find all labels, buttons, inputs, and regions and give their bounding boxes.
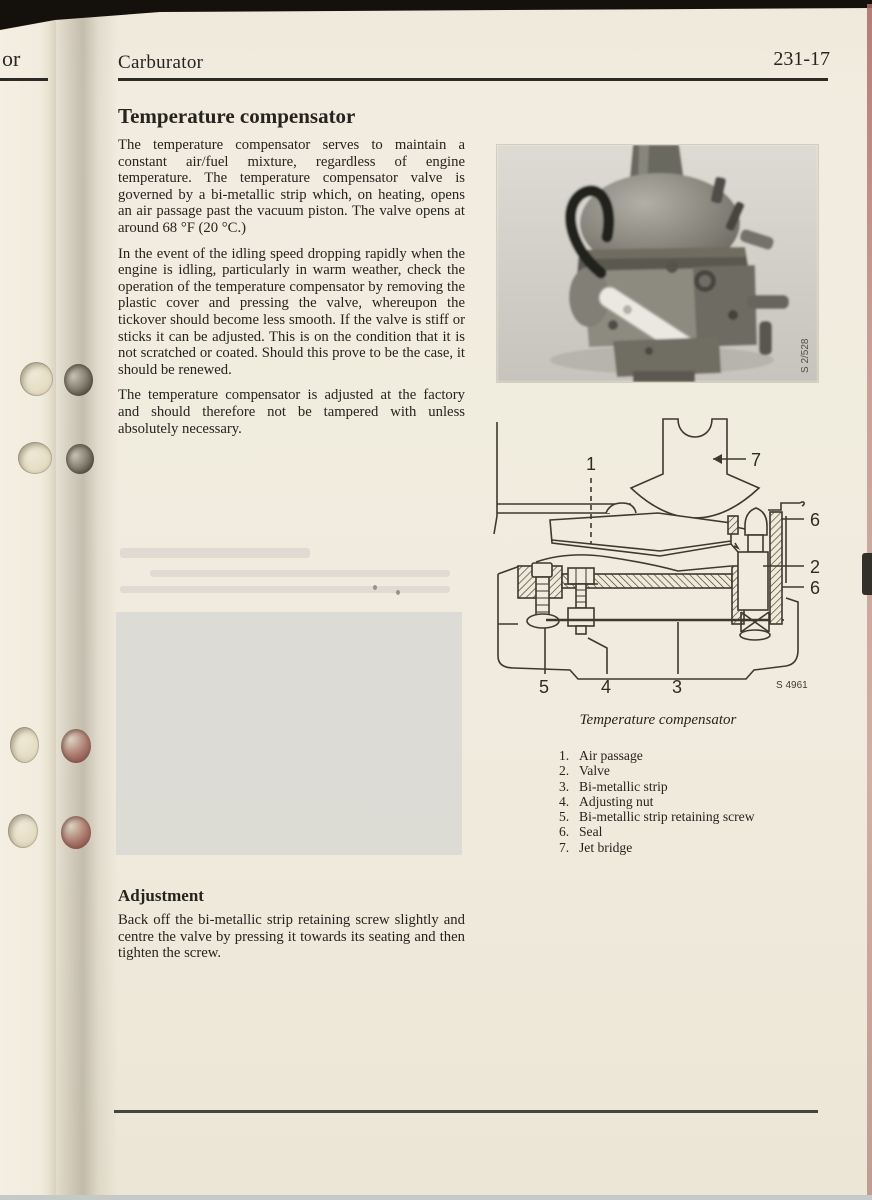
callout-air-passage: 1: [586, 454, 597, 474]
legend-item: [559, 794, 755, 809]
punch-hole: [64, 364, 93, 396]
punch-hole: [18, 442, 52, 474]
legend-label: Valve: [579, 763, 610, 779]
legend-number: 1.: [559, 748, 570, 763]
legend-number: 6.: [559, 824, 570, 840]
callout-valve: 2: [810, 557, 821, 577]
paragraph: In the event of the idling speed dropping rapidly when the engine is idling, particularly in warm weather, check the operation of the temperature compensator by removing the plastic cover and pressing the valve, whereupon the tickover should become less smooth. If the valve is stiff or sticks it can be adjusted. This is on the condition that it is not scratched or coated. Should this prove to be the case, it should be renewed.: [118, 245, 465, 378]
legend-item: [559, 763, 755, 778]
callout-jet-bridge: 7: [751, 450, 762, 470]
adjustment-heading: Adjustment: [118, 886, 204, 905]
photo-reference-code: S 2/528: [800, 338, 811, 373]
header-rule: [118, 78, 828, 81]
legend-item: [559, 840, 755, 855]
legend-label: Jet bridge: [579, 839, 633, 855]
scan-edge-top: [0, 0, 872, 30]
ink-speck: [373, 585, 377, 590]
punch-hole: [61, 816, 91, 849]
callout-adjusting-nut: 4: [601, 677, 612, 697]
adjustment-paragraph: Back off the bi-metallic strip retaining screw slightly and centre the valve by pressing it towards its seating and then tighten the screw.: [118, 912, 465, 962]
paragraph: The temperature compensator serves to maintain a constant air/fuel mixture, regardless of engine temperature. The temperature compensator valve is governed by a bi-metallic strip which, on heating, opens an air passage past the vacuum piston. The valve opens at around 68 °F (20 °C.): [118, 137, 465, 236]
reverse-side-bleed-through: [116, 612, 462, 855]
figure-legend: [559, 748, 755, 855]
legend-label: Air passage: [579, 748, 643, 763]
diagram-reference-code: S 4961: [776, 680, 808, 691]
temperature-compensator-diagram: [488, 416, 838, 708]
scan-edge-bottom: [0, 1195, 872, 1200]
punch-hole: [66, 444, 94, 474]
bleed-through-smudge: [120, 548, 310, 558]
page-title: Temperature compensator: [118, 104, 356, 128]
paragraph: The temperature compensator is adjusted at the factory and should therefore not be tampered with unless absolutely necessary.: [118, 387, 465, 437]
bleed-through-smudge: [120, 586, 450, 593]
carburettor-body-illustration: [497, 145, 818, 382]
legend-label: Adjusting nut: [579, 793, 654, 809]
legend-number: 2.: [559, 763, 570, 779]
punch-hole: [10, 727, 39, 763]
legend-item: [559, 824, 755, 839]
legend-item: [559, 779, 755, 794]
legend-label: Bi-metallic strip retaining screw: [579, 809, 755, 825]
callout-retaining-screw: 5: [539, 677, 550, 697]
callout-seal-top: 6: [810, 510, 821, 530]
ink-speck: [396, 590, 400, 595]
legend-number: 7.: [559, 839, 570, 855]
callout-seal-bottom: 6: [810, 578, 821, 598]
carburettor-photo: [497, 145, 818, 382]
legend-item: [559, 748, 755, 763]
legend-label: Seal: [579, 824, 603, 840]
legend-number: 5.: [559, 809, 570, 825]
legend-item: [559, 809, 755, 824]
callout-bimetal-strip: 3: [672, 677, 683, 697]
binder-edge-strip: [867, 4, 872, 1200]
binding-gutter-shadow: [48, 0, 118, 1200]
figure-caption: Temperature compensator: [579, 712, 737, 728]
legend-label: Bi-metallic strip: [579, 778, 668, 794]
previous-page-header-fragment: or: [2, 46, 21, 71]
page-edge-ink-mark: [862, 553, 872, 595]
legend-number: 4.: [559, 793, 570, 809]
bleed-through-smudge: [150, 570, 450, 577]
punch-hole: [20, 362, 53, 396]
legend-number: 3.: [559, 778, 570, 794]
punch-hole: [8, 814, 38, 848]
body-text-column: [118, 137, 465, 446]
section-header: Carburator: [118, 52, 204, 73]
footer-rule: [114, 1110, 818, 1113]
previous-page-header-rule: [0, 78, 48, 81]
punch-hole: [61, 729, 91, 763]
page-number: 231-17: [773, 48, 830, 70]
